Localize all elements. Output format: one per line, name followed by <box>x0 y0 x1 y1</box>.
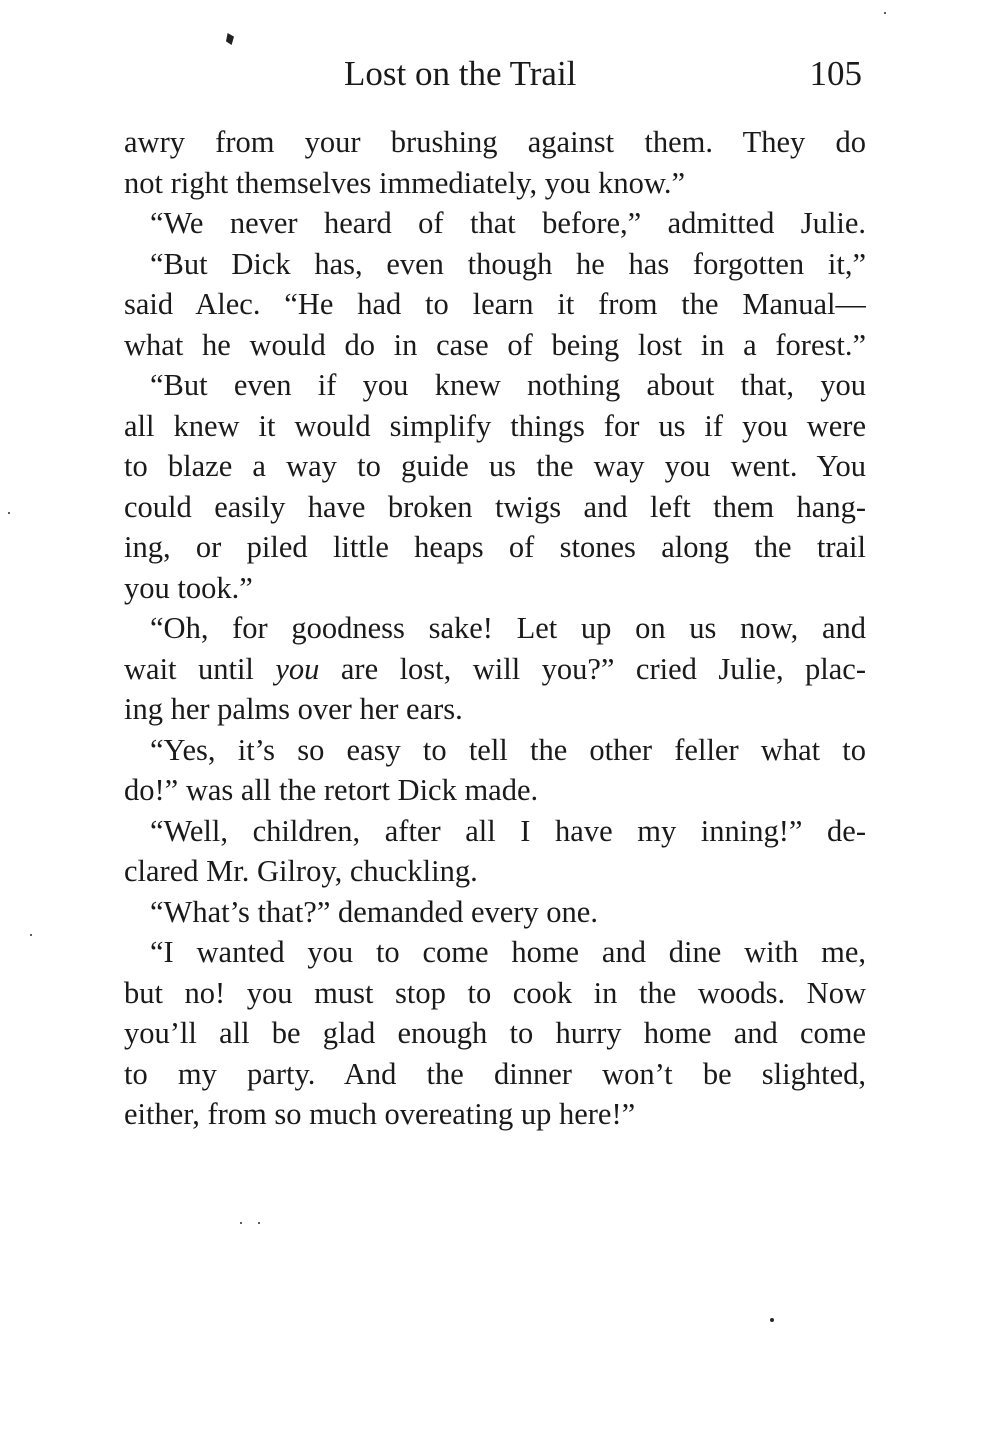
text-line: to blaze a way to guide us the way you went. You <box>124 449 866 483</box>
text-line: “But Dick has, even though he has forgotten it,” <box>150 246 866 281</box>
page-number: 105 <box>809 54 862 93</box>
body-text <box>124 122 866 1135</box>
paper-speck <box>8 512 10 514</box>
italic-word: you <box>275 651 320 686</box>
text-line: “We never heard of that before,” admitted Julie. <box>150 206 866 240</box>
paper-speck <box>884 12 886 14</box>
paper-speck <box>258 1222 260 1224</box>
text-line: clared Mr. Gilroy, chuckling. <box>124 854 478 888</box>
text-line: ing, or piled little heaps of stones along the trail <box>124 530 866 564</box>
text-line: ing her palms over her ears. <box>124 692 463 726</box>
text-line: not right themselves immediately, you know.” <box>124 165 686 200</box>
paper-speck <box>30 934 32 936</box>
text-line: to my party. And the dinner won’t be slighted, <box>124 1056 866 1091</box>
text-line: “I wanted you to come home and dine with me, <box>150 935 866 969</box>
text-line: “What’s that?” demanded every one. <box>150 894 598 929</box>
paper-speck <box>770 1318 774 1322</box>
text-line: you’ll all be glad enough to hurry home and come <box>124 1016 866 1050</box>
text-line: awry from your brushing against them. They do <box>124 125 866 159</box>
text-line: “But even if you knew nothing about that, you <box>150 368 866 402</box>
text-line: you took.” <box>124 570 253 605</box>
text-line: said Alec. “He had to learn it from the Manual— <box>124 287 866 321</box>
text-line: what he would do in case of being lost in a forest.” <box>124 327 866 362</box>
ink-mark <box>226 33 234 45</box>
text-run: are lost, will you?” cried Julie, plac- <box>319 651 866 686</box>
running-head <box>124 52 866 96</box>
text-line: “Well, children, after all I have my inning!” de- <box>150 813 866 848</box>
text-line-with-italic <box>124 649 866 690</box>
text-run: wait until <box>124 651 276 686</box>
running-title: Lost on the Trail <box>344 54 577 93</box>
text-line: could easily have broken twigs and left them hang- <box>124 489 866 524</box>
text-line: either, from so much overeating up here!” <box>124 1097 636 1131</box>
text-line: all knew it would simplify things for us if you were <box>124 408 866 443</box>
text-line: do!” was all the retort Dick made. <box>124 773 539 807</box>
text-line: “Yes, it’s so easy to tell the other feller what to <box>150 732 866 767</box>
paper-speck <box>240 1222 242 1224</box>
text-line: but no! you must stop to cook in the woods. Now <box>124 975 866 1010</box>
text-line: “Oh, for goodness sake! Let up on us now, and <box>150 611 866 645</box>
